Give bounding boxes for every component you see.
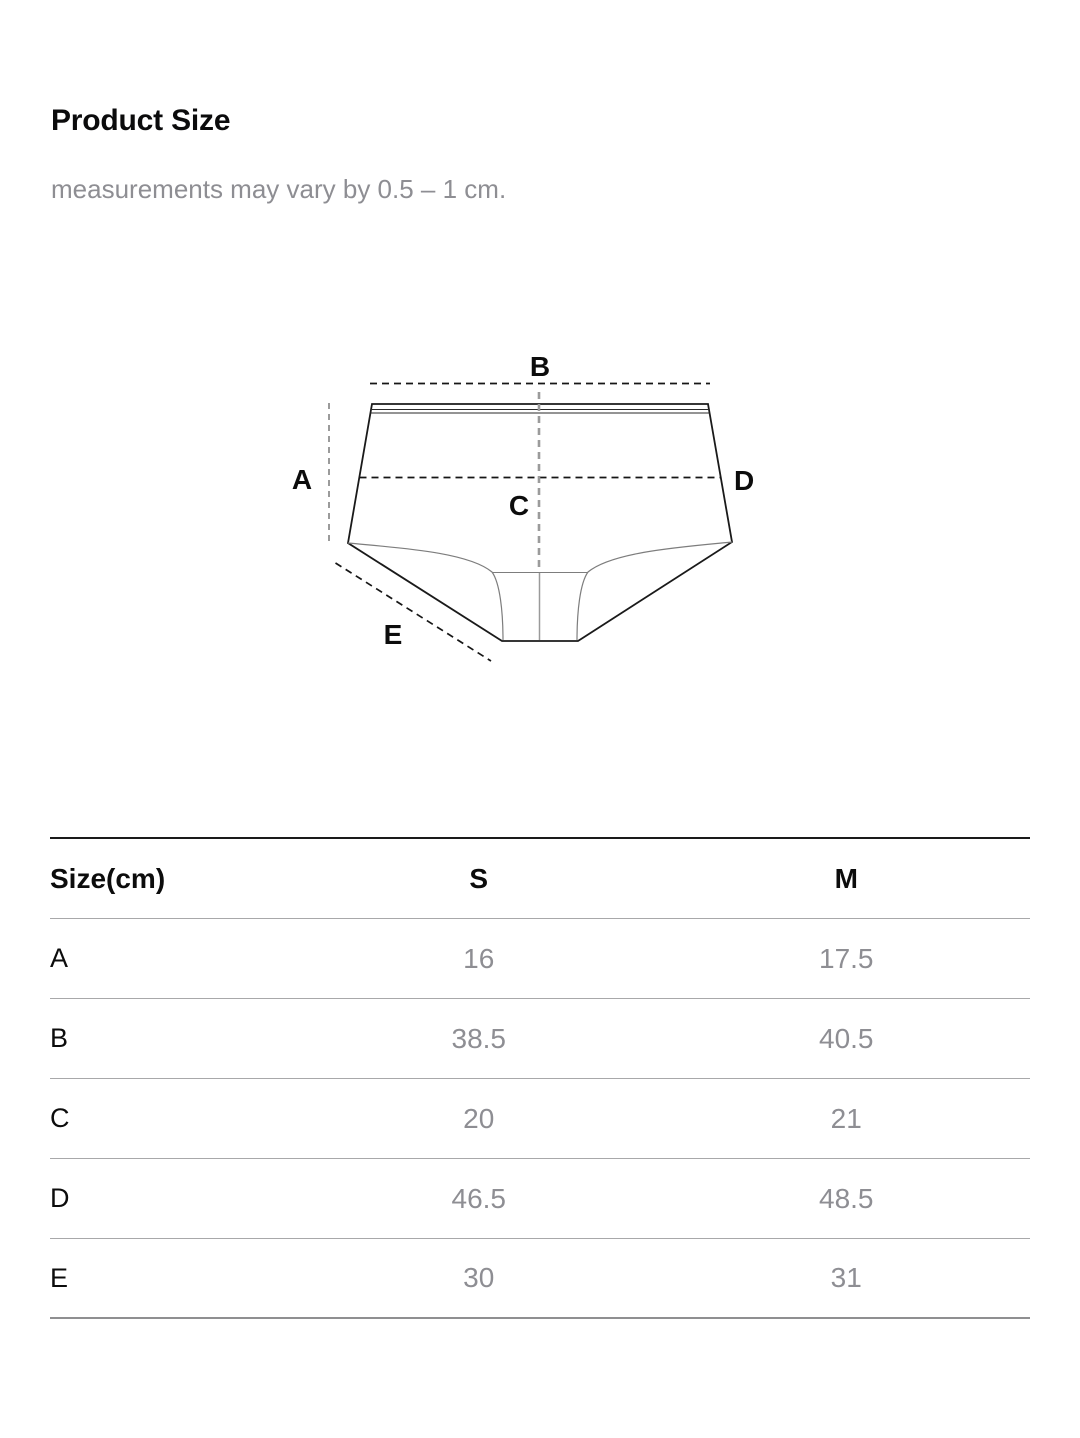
- value-s: 46.5: [451, 1182, 506, 1214]
- value-s: 16: [463, 942, 495, 974]
- row-label: D: [50, 1183, 70, 1213]
- size-diagram: [260, 330, 820, 680]
- row-label: C: [50, 1103, 70, 1133]
- table-row: [50, 919, 1030, 999]
- size-table: [50, 837, 1030, 1319]
- page-title: Product Size: [51, 104, 231, 137]
- table-row: [50, 999, 1030, 1079]
- column-header-s: S: [469, 862, 489, 894]
- value-m: 40.5: [819, 1022, 874, 1054]
- diagram-label-d: D: [734, 465, 755, 496]
- table-row: [50, 1159, 1030, 1239]
- size-table-header: [50, 839, 1030, 919]
- table-row: [50, 1079, 1030, 1159]
- value-s: 30: [463, 1262, 495, 1293]
- value-m: 31: [830, 1262, 862, 1293]
- value-m: 48.5: [819, 1182, 874, 1214]
- value-m: 21: [830, 1102, 862, 1134]
- diagram-label-e: E: [383, 619, 403, 650]
- row-label: B: [50, 1023, 69, 1053]
- diagram-label-b: B: [529, 351, 551, 382]
- column-header-size: Size(cm): [50, 862, 166, 894]
- column-header-m: M: [834, 862, 858, 894]
- diagram-label-a: A: [291, 464, 313, 495]
- value-s: 38.5: [451, 1022, 506, 1054]
- diagram-label-c: C: [508, 490, 530, 521]
- table-row: [50, 1239, 1030, 1319]
- row-label: A: [50, 943, 69, 973]
- value-s: 20: [463, 1102, 495, 1134]
- value-m: 17.5: [819, 942, 874, 974]
- row-label: E: [50, 1262, 69, 1293]
- page-subtitle: measurements may vary by 0.5 – 1 cm.: [51, 174, 507, 204]
